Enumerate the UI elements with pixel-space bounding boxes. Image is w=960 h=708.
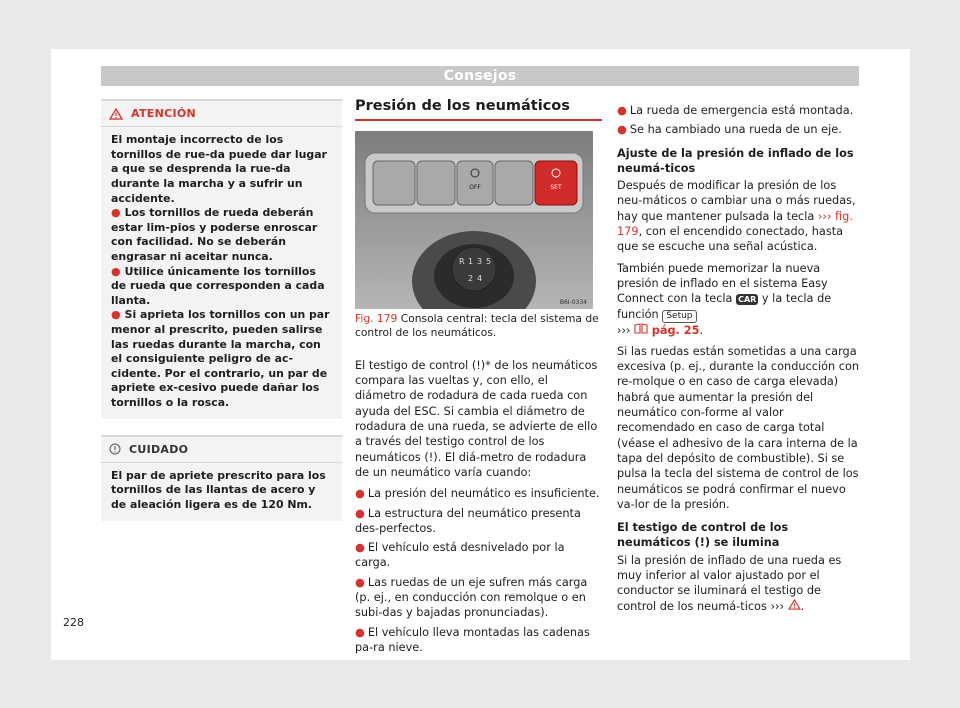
figure-number: Fig. 179	[355, 312, 398, 326]
paragraph: Si las ruedas están sometidas a una carga excesiva (p. ej., durante la conducción con re-molque o en caso de carga elevada) habrá que aumentar la presión del neumático con-forme al valor recomendado en caso de carga total (véase el adhesivo de la cara interna de la tapa del depósito de combustible). Si se pulsa la tecla del sistema de control de los neumáticos se podrá confirmar el nuevo va-lor de la presión.	[617, 344, 860, 511]
list-item: ● La rueda de emergencia está montada.	[617, 104, 854, 117]
caution-header	[101, 437, 342, 463]
center-console-illustration	[355, 131, 593, 309]
paragraph: Si la presión de inflado de una rueda es muy inferior al valor ajustado por el conductor se iluminará el testigo de control de los neumá-ticos ››› .	[617, 553, 842, 613]
set-button-label: SET	[550, 184, 562, 192]
console-figure	[355, 131, 593, 309]
list-item: ● Las ruedas de un eje sufren más carga (p. ej., en conducción con remolque o en subi-das y bajadas pronunciadas).	[355, 575, 588, 620]
figure-caption-text: Consola central: tecla del sistema de control de los neumáticos.	[355, 312, 599, 340]
warning-bullet: ● Si aprieta los tornillos con un par menor al prescrito, pueden salirse las ruedas durante la marcha, con el consiguiente peligro de ac-cidente. Por el contrario, un par de apriete ex-cesivo puede dañar los tornillos o la rosca.	[111, 308, 330, 409]
page-header	[101, 66, 859, 86]
right-column	[617, 99, 860, 620]
gear-label: 1	[468, 257, 474, 267]
warning-box	[101, 99, 342, 419]
caution-box	[101, 435, 342, 521]
page-reference-link[interactable]: pág. 25	[651, 323, 700, 337]
warning-body	[101, 127, 342, 418]
paragraph: El testigo de control (!)* de los neumáticos compara las vueltas y, con ello, el diámetro de rodadura de cada rueda con ayuda del ESC. Si cambia el diámetro de rodadura de una rueda, se advierte de ello a través del testigo control de los neumáticos (!). El diá-metro de rodadura de un neumático varía cuando:	[355, 358, 598, 479]
warning-triangle-icon	[788, 599, 801, 610]
caution-body	[101, 463, 342, 521]
warning-title: ATENCIÓN	[131, 107, 197, 120]
paragraph: También puede memorizar la nueva presión de inflado en el sistema Easy Connect con la tecla CAR y la tecla de función Setup ››› pág. 25.	[617, 261, 832, 337]
paragraph: Después de modificar la presión de los neu-máticos o cambiar una o más ruedas, hay que mantener pulsada la tecla ››› fig. 179, con el encendido conectado, hasta que se escuche una señal acústica.	[617, 179, 856, 254]
setup-key-icon: Setup	[662, 310, 696, 323]
warning-header	[101, 101, 342, 127]
list-item: ● La presión del neumático es insuficiente.	[355, 487, 600, 501]
book-reference-icon	[634, 323, 648, 334]
gear-label: 5	[486, 257, 492, 267]
gear-label: 3	[477, 257, 483, 267]
manual-page	[51, 49, 910, 660]
list-item: ● La estructura del neumático presenta des-perfectos.	[355, 506, 581, 535]
info-circle-icon	[109, 443, 121, 455]
warning-triangle-icon	[109, 108, 123, 120]
list-item: ● El vehículo lleva montadas las cadenas pa-ra nieve.	[355, 625, 590, 654]
warning-intro: El montaje incorrecto de los tornillos de rue-da puede dar lugar a que se desprenda la rue-da durante la marcha y a sufrir un accidente.	[111, 133, 327, 205]
list-item: ● El vehículo está desnivelado por la carga.	[355, 541, 565, 570]
middle-column	[355, 99, 602, 659]
header-title: Consejos	[443, 68, 517, 84]
gear-label: 2	[468, 274, 474, 284]
gear-label: 4	[477, 274, 483, 284]
left-column	[101, 99, 342, 533]
section-title: Presión de los neumáticos	[355, 99, 602, 121]
figure-caption	[355, 312, 602, 340]
figure-code: B6I-0334	[559, 299, 587, 307]
figure-reference-link[interactable]: ››› fig. 179	[617, 209, 853, 239]
car-key-icon: CAR	[738, 295, 757, 305]
list-item: ● Se ha cambiado una rueda de un eje.	[617, 123, 842, 137]
caution-text: El par de apriete prescrito para los tornillos de las llantas de acero y de aleación ligera es de 120 Nm.	[111, 468, 326, 512]
gear-label: R	[459, 257, 465, 267]
subheading: El testigo de control de los neumáticos (!) se ilumina	[617, 521, 789, 550]
warning-bullet: ● Los tornillos de rueda deberán estar lim-pios y poderse enroscar con facilidad. No se deberán engrasar ni aceitar nunca.	[111, 206, 318, 264]
off-button-label: OFF	[469, 184, 481, 192]
subheading: Ajuste de la presión de inflado de los neumá-ticos	[617, 146, 854, 175]
caution-title: CUIDADO	[129, 442, 189, 456]
warning-bullet: ● Utilice únicamente los tornillos de rueda que corresponden a cada llanta.	[111, 264, 325, 307]
page-number: 228	[63, 616, 84, 629]
